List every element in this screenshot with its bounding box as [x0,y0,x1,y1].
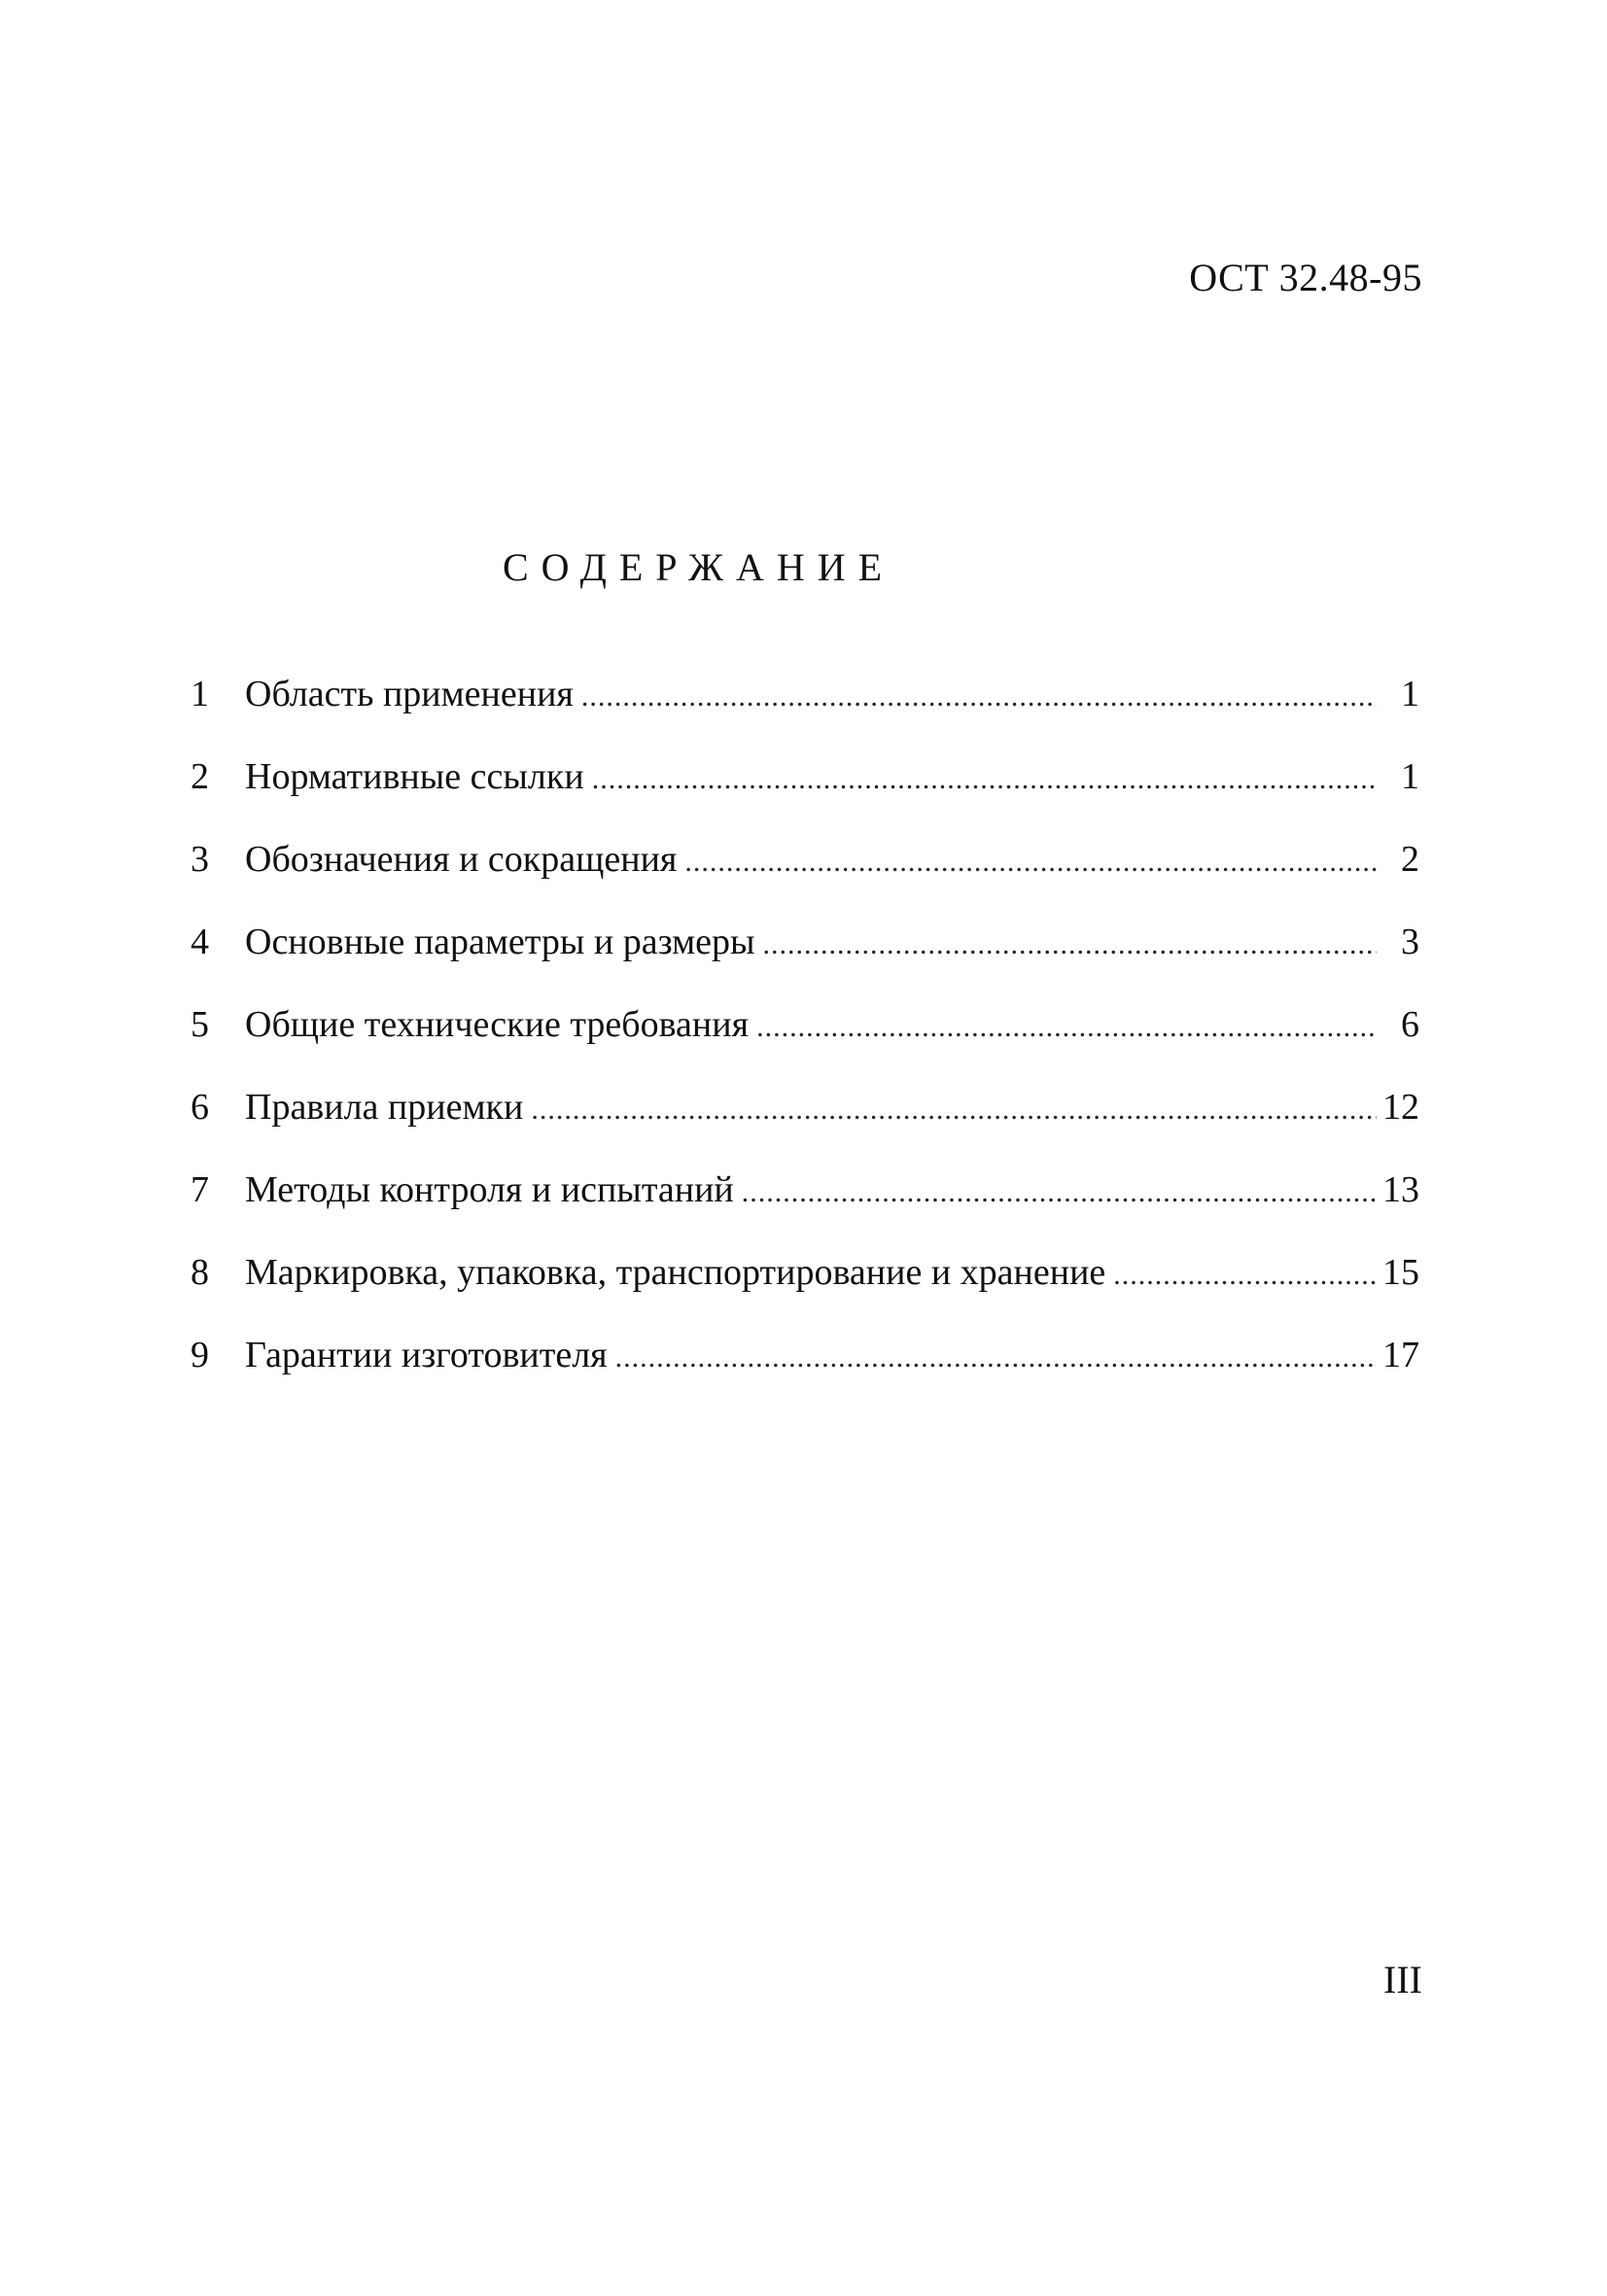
document-code: ОСТ 32.48-95 [1189,256,1422,299]
toc-item-page: 13 [1382,1169,1419,1210]
toc-dot-leader [756,1004,1377,1051]
toc-item-page: 2 [1401,839,1419,880]
toc-item-title: Обозначения и сокращения [245,839,678,880]
toc-item-page: 15 [1382,1252,1419,1293]
toc-item-page: 6 [1401,1004,1419,1045]
toc-item [191,1001,1419,1084]
page-number: III [1383,1958,1422,2001]
toc-item-title: Методы контроля и испытаний [245,1169,734,1210]
toc-item [191,836,1419,919]
toc-list [191,671,1419,1414]
toc-title: СОДЕРЖАНИЕ [503,545,895,589]
toc-dot-leader [531,1087,1377,1133]
toc-item-page: 1 [1401,674,1419,714]
toc-item-title: Основные параметры и размеры [245,922,755,962]
toc-item-title: Гарантии изготовителя [245,1335,608,1375]
toc-item [191,919,1419,1001]
toc-item-number: 6 [191,1087,209,1128]
toc-item-title: Нормативные ссылки [245,756,584,797]
toc-item [191,1249,1419,1332]
toc-item-page: 3 [1401,922,1419,962]
toc-item [191,753,1419,836]
toc-item-title: Область применения [245,674,574,714]
toc-item [191,1332,1419,1414]
toc-dot-leader [1113,1252,1377,1299]
toc-item-page: 12 [1382,1087,1419,1128]
toc-dot-leader [592,756,1377,803]
toc-item-page: 1 [1401,756,1419,797]
toc-item-page: 17 [1382,1335,1419,1375]
toc-item [191,1084,1419,1166]
toc-item [191,671,1419,753]
toc-item-number: 4 [191,922,209,962]
toc-dot-leader [581,674,1377,720]
toc-item-title: Правила приемки [245,1087,524,1128]
toc-item-number: 5 [191,1004,209,1045]
toc-item-title: Общие технические требования [245,1004,750,1045]
toc-item-number: 9 [191,1335,209,1375]
toc-item-number: 1 [191,674,209,714]
toc-item-number: 3 [191,839,209,880]
toc-dot-leader [615,1335,1377,1381]
toc-item-number: 2 [191,756,209,797]
toc-dot-leader [763,922,1377,968]
toc-item-title: Маркировка, упаковка, транспортирование и хранение [245,1252,1106,1293]
toc-dot-leader [742,1169,1377,1216]
toc-dot-leader [684,839,1377,886]
toc-item-number: 7 [191,1169,209,1210]
toc-item [191,1166,1419,1249]
toc-item-number: 8 [191,1252,209,1293]
